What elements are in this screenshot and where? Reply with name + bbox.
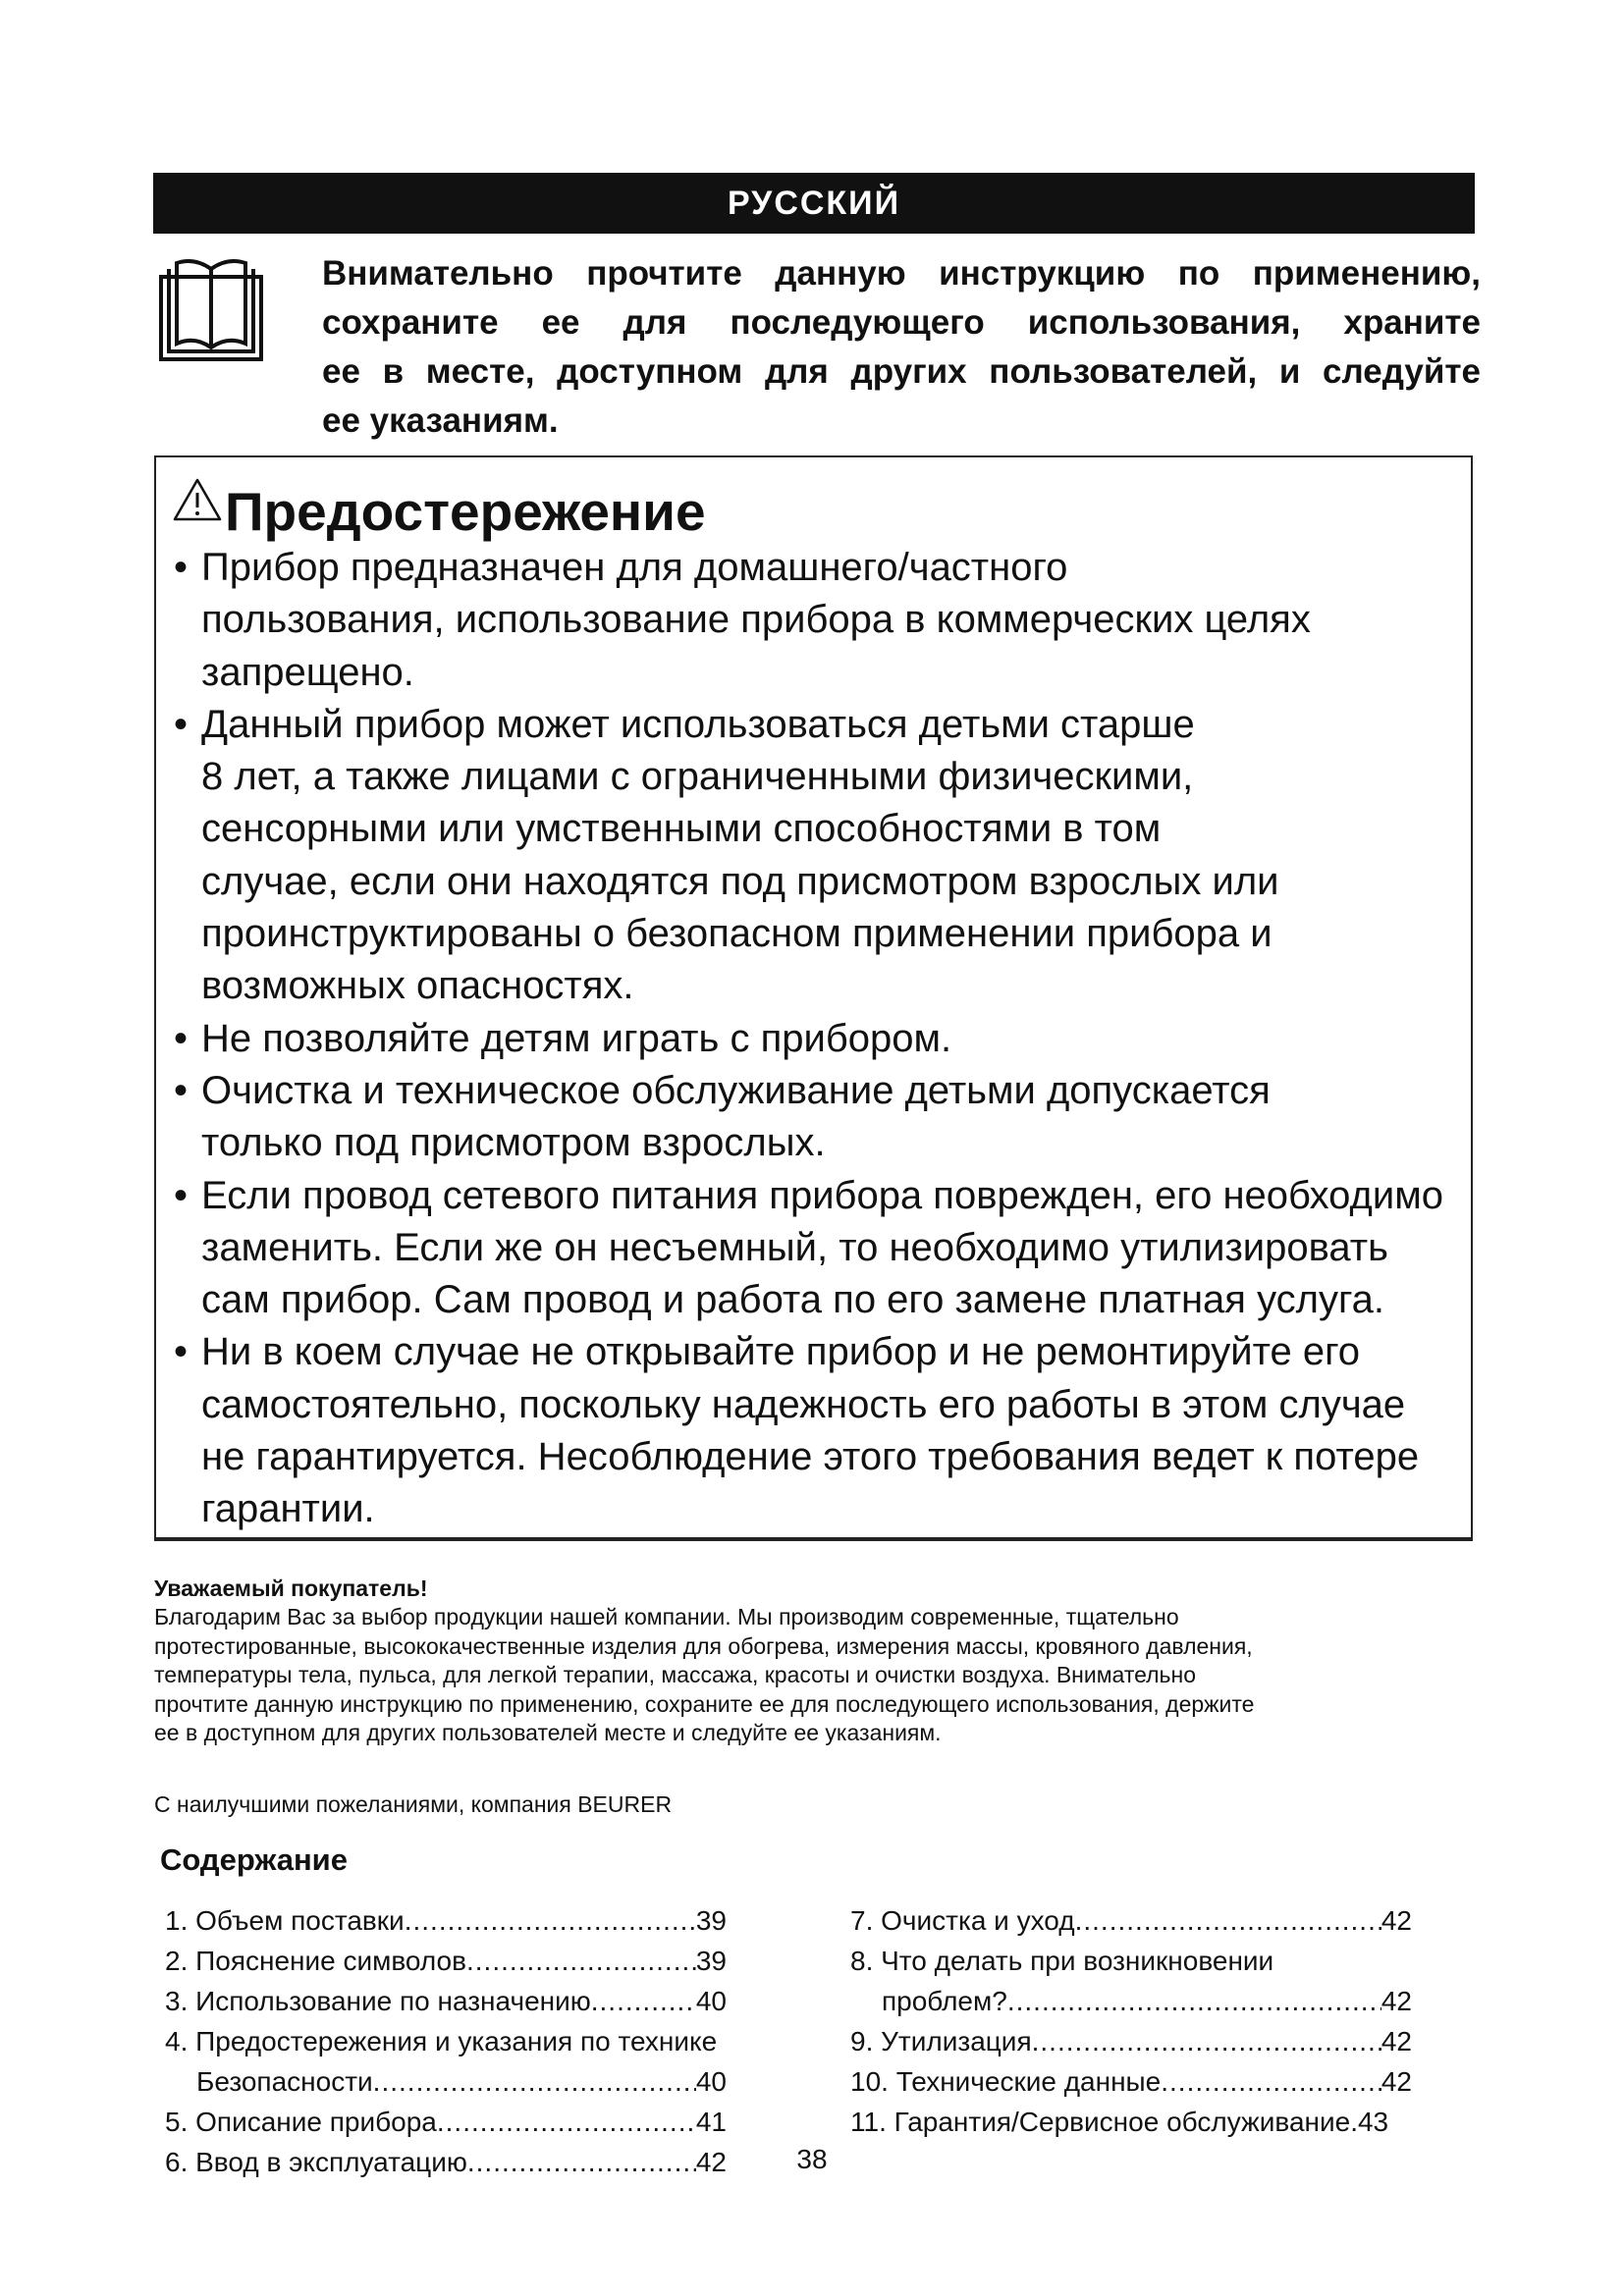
toc-entry[interactable] <box>165 2102 727 2142</box>
toc-label: 4. Предостережения и указания по технике <box>165 2026 718 2056</box>
warning-line: Если провод сетевого питания прибора поврежден, его необходимо <box>201 1173 1443 1217</box>
warning-line: Очистка и техническое обслуживание детьми допускается <box>201 1068 1271 1112</box>
toc-label: 11. Гарантия/Сервисное обслуживание <box>850 2107 1351 2137</box>
warning-line: возможных опасностях. <box>201 964 634 1008</box>
toc-page: 39 <box>695 1946 727 1976</box>
warning-line: сенсорными или умственными способностями в том <box>201 807 1162 851</box>
contents-left-column <box>165 1900 727 2182</box>
warning-item <box>166 1065 1482 1170</box>
warning-line: запрещено. <box>201 650 414 694</box>
toc-leader <box>1161 2061 1381 2102</box>
thanks-line: температуры тела, пульса, для легкой терапии, массажа, красоты и очистки воздуха. Внимательно <box>154 1662 1197 1688</box>
toc-label: 2. Пояснение символов <box>165 1946 466 1976</box>
bullet-icon: • <box>174 1016 189 1060</box>
customer-thanks <box>154 1603 1480 1748</box>
warning-box <box>154 455 1473 1541</box>
toc-entry[interactable] <box>165 1941 727 1981</box>
warning-line: проинструктированы о безопасном применении прибора и <box>201 912 1272 956</box>
toc-page: .43 <box>1350 2107 1389 2137</box>
thanks-line: прочтите данную инструкцию по применению, сохраните ее для последующего использования, держите <box>154 1690 1255 1717</box>
bullet-icon: • <box>174 546 189 589</box>
toc-page: 42 <box>1380 1905 1412 1936</box>
bullet-icon: • <box>174 1330 189 1374</box>
toc-leader <box>466 1941 696 1981</box>
toc-entry[interactable] <box>850 2102 1412 2142</box>
language-title: РУССКИЙ <box>727 184 901 222</box>
toc-page: 42 <box>695 2147 727 2177</box>
warning-item <box>166 1326 1482 1535</box>
toc-entry[interactable] <box>850 1900 1412 1941</box>
warning-title: Предостережение <box>225 481 706 542</box>
toc-page: 42 <box>1380 1986 1412 2016</box>
toc-entry[interactable] <box>165 2021 727 2061</box>
intro-text <box>322 249 1481 446</box>
language-header <box>153 173 1475 234</box>
thanks-line: ее в доступном для других пользователей месте и следуйте ее указаниям. <box>154 1720 942 1746</box>
toc-label: Безопасности <box>196 2066 373 2097</box>
warning-line: пользования, использование прибора в коммерческих целях <box>201 598 1311 642</box>
bullet-icon: • <box>174 1068 189 1112</box>
toc-page: 42 <box>1380 2066 1412 2097</box>
toc-entry[interactable] <box>165 1900 727 1941</box>
customer-greeting: Уважаемый покупатель! <box>154 1575 428 1601</box>
intro-line: ее в месте, доступном для других пользователей, и следуйте <box>322 352 1481 391</box>
toc-entry[interactable] <box>850 2061 1412 2102</box>
toc-label: проблем? <box>882 1986 1007 2016</box>
toc-label: 1. Объем поставки <box>165 1905 405 1936</box>
bullet-icon: • <box>174 702 189 746</box>
toc-label: 10. Технические данные <box>850 2066 1162 2097</box>
warning-line: заменить. Если же он несъемный, то необходимо утилизировать <box>201 1225 1388 1269</box>
toc-label: 3. Использование по назначению <box>165 1986 591 2016</box>
contents-right-column <box>850 1900 1412 2142</box>
toc-page: 39 <box>695 1905 727 1936</box>
warning-item <box>166 699 1482 1013</box>
page-number: 38 <box>796 2144 828 2174</box>
toc-label: 9. Утилизация <box>850 2026 1032 2056</box>
intro-line: Внимательно прочтите данную инструкцию по применению, <box>322 254 1481 293</box>
toc-leader <box>437 2102 696 2142</box>
toc-label: 6. Ввод в эксплуатацию <box>165 2147 467 2177</box>
warning-line: сам прибор. Сам провод и работа по его замене платная услуга. <box>201 1278 1385 1322</box>
intro-line: сохраните ее для последующего использования, храните <box>322 303 1481 342</box>
warning-line: Прибор предназначен для домашнего/частного <box>201 546 1068 589</box>
toc-leader <box>1032 2021 1381 2061</box>
toc-entry[interactable] <box>850 1941 1412 1981</box>
warning-item <box>166 1170 1482 1327</box>
thanks-line: Благодарим Вас за выбор продукции нашей компании. Мы производим современные, тщательно <box>154 1604 1179 1629</box>
toc-label: 7. Очистка и уход <box>850 1905 1075 1936</box>
book-icon <box>157 257 265 365</box>
toc-leader <box>591 1981 696 2021</box>
regards: С наилучшими пожеланиями, компания BEURER <box>154 1791 673 1817</box>
warning-line: только под присмотром взрослых. <box>201 1121 826 1165</box>
warning-line: Ни в коем случае не открывайте прибор и не ремонтируйте его <box>201 1330 1361 1374</box>
warning-line: Не позволяйте детям играть с прибором. <box>201 1016 952 1060</box>
warning-list <box>166 542 1482 1536</box>
toc-leader <box>1007 1981 1381 2021</box>
toc-leader <box>405 1900 696 1941</box>
toc-entry-continued[interactable] <box>165 2061 727 2102</box>
contents-title: Содержание <box>160 1842 348 1877</box>
thanks-line: протестированные, высококачественные изделия для обогрева, измерения массы, кровяного давления, <box>154 1632 1253 1659</box>
toc-page: 42 <box>1380 2026 1412 2056</box>
warning-line: 8 лет, а также лицами с ограниченными физическими, <box>201 755 1194 799</box>
warning-line: самостоятельно, поскольку надежность его работы в этом случае <box>201 1382 1406 1426</box>
toc-page: 40 <box>695 2066 727 2097</box>
warning-line: случае, если они находятся под присмотром взрослых или <box>201 859 1279 903</box>
warning-triangle-icon <box>172 477 223 522</box>
toc-label: 5. Описание прибора <box>165 2107 437 2137</box>
warning-line: гарантии. <box>201 1487 375 1531</box>
intro-line: ее указаниям. <box>322 401 559 440</box>
toc-entry[interactable] <box>165 1981 727 2021</box>
toc-page: 40 <box>695 1986 727 2016</box>
toc-entry-continued[interactable] <box>850 1981 1412 2021</box>
toc-page: 41 <box>695 2107 727 2137</box>
toc-leader <box>373 2061 696 2102</box>
bullet-icon: • <box>174 1173 189 1217</box>
warning-line: не гарантируется. Несоблюдение этого требования ведет к потере <box>201 1435 1420 1479</box>
toc-leader <box>1075 1900 1381 1941</box>
warning-item <box>166 1013 1482 1065</box>
toc-entry[interactable] <box>850 2021 1412 2061</box>
warning-line: Данный прибор может использоваться детьми старше <box>201 702 1195 746</box>
warning-item <box>166 542 1482 699</box>
toc-label: 8. Что делать при возникновении <box>850 1946 1274 1976</box>
